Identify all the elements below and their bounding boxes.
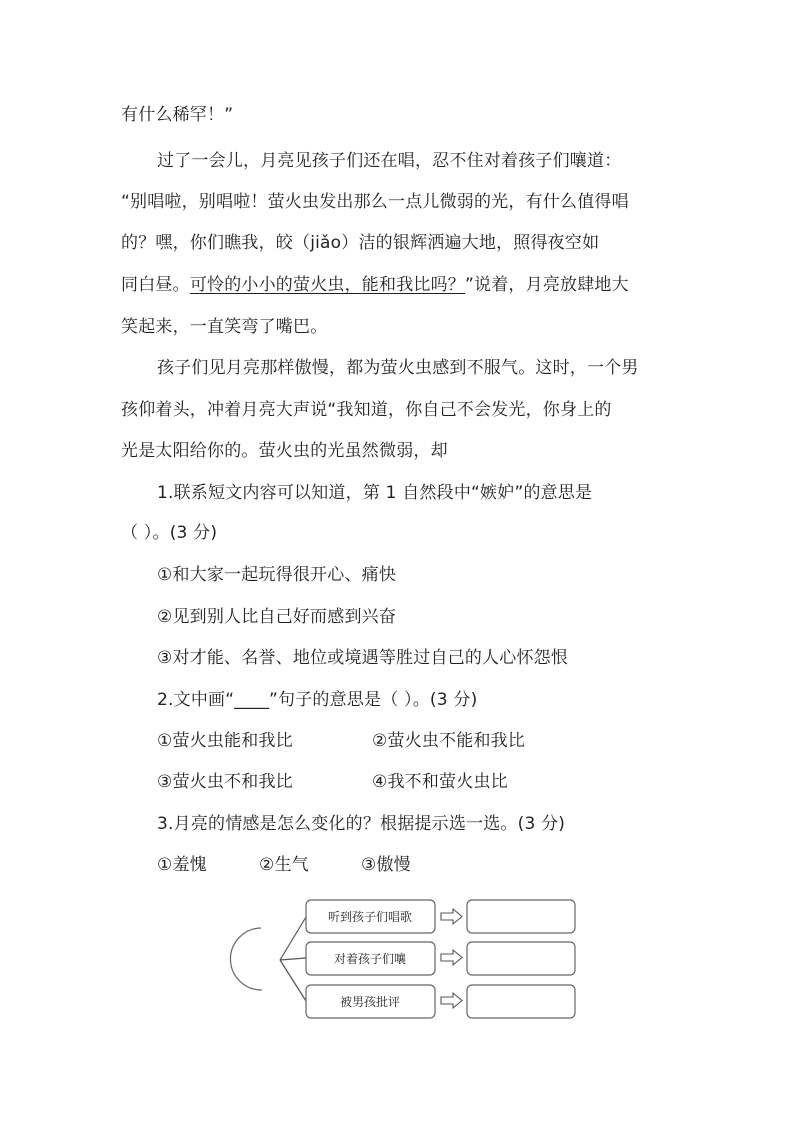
question-1-cont: （ ）。(3 分) <box>121 523 218 543</box>
passage-line: 孩仰着头，冲着月亮大声说“我知道，你自己不会发光，你身上的 <box>121 400 612 420</box>
question-1: 1.联系短文内容可以知道，第 1 自然段中“嫉妒”的意思是 <box>157 483 593 503</box>
arrow-right-icon <box>441 909 462 924</box>
q1-option: ①和大家一起玩得很开心、痛快 <box>157 565 397 585</box>
passage-line: 笑起来，一直笑弯了嘴巴。 <box>121 317 328 337</box>
q3-option: ③傲慢 <box>361 855 411 875</box>
q1-option: ③对才能、名誉、地位或境遇等胜过自己的人心怀怨恨 <box>157 648 569 668</box>
prompt-box <box>306 942 435 975</box>
prompt-box-label: 听到孩子们唱歌 <box>327 910 413 924</box>
crescent-moon-icon <box>230 928 262 990</box>
arrow-right-icon <box>441 993 462 1008</box>
answer-box[interactable] <box>467 985 575 1018</box>
prompt-box-label: 被男孩批评 <box>339 995 401 1009</box>
connector-lines <box>280 917 306 1001</box>
q1-option: ②见到别人比自己好而感到兴奋 <box>157 607 397 627</box>
question-2: 2.文中画“____”句子的意思是（ ）。(3 分) <box>157 690 478 710</box>
question-3: 3.月亮的情感是怎么变化的？根据提示选一选。(3 分) <box>157 814 566 834</box>
arrow-right-icon <box>441 950 462 965</box>
text-segment: ”说着，月亮放肆地大 <box>465 275 629 295</box>
prompt-box-label: 对着孩子们嚷 <box>333 952 407 966</box>
q2-option: ③萤火虫不和我比 <box>157 772 293 792</box>
passage-line: 过了一会儿，月亮见孩子们还在唱，忍不住对着孩子们嚷道： <box>157 151 622 171</box>
prompt-box <box>306 900 435 933</box>
passage-line: 的？嘿，你们瞧我，皎（jiǎo）洁的银辉洒遍大地，照得夜空如 <box>121 233 600 253</box>
q2-option: ④我不和萤火虫比 <box>372 772 508 792</box>
q3-option: ①羞愧 <box>157 855 207 875</box>
q3-option: ②生气 <box>259 855 309 875</box>
answer-box[interactable] <box>467 942 575 975</box>
q2-option: ②萤火虫不能和我比 <box>372 731 526 751</box>
passage-line: 有什么稀罕！” <box>121 105 234 125</box>
passage-line: “别唱啦，别唱啦！萤火虫发出那么一点儿微弱的光，有什么值得唱 <box>121 192 629 212</box>
text-segment: 同白昼。 <box>121 275 190 295</box>
answer-box[interactable] <box>467 900 575 933</box>
passage-line: 孩子们见月亮那样傲慢，都为萤火虫感到不服气。这时，一个男 <box>157 358 639 378</box>
prompt-box <box>306 985 435 1018</box>
q2-option: ①萤火虫能和我比 <box>157 731 293 751</box>
underlined-sentence: 可怜的小小的萤火虫，能和我比吗？ <box>189 275 466 295</box>
passage-line: 光是太阳给你的。萤火虫的光虽然微弱，却 <box>121 441 448 461</box>
